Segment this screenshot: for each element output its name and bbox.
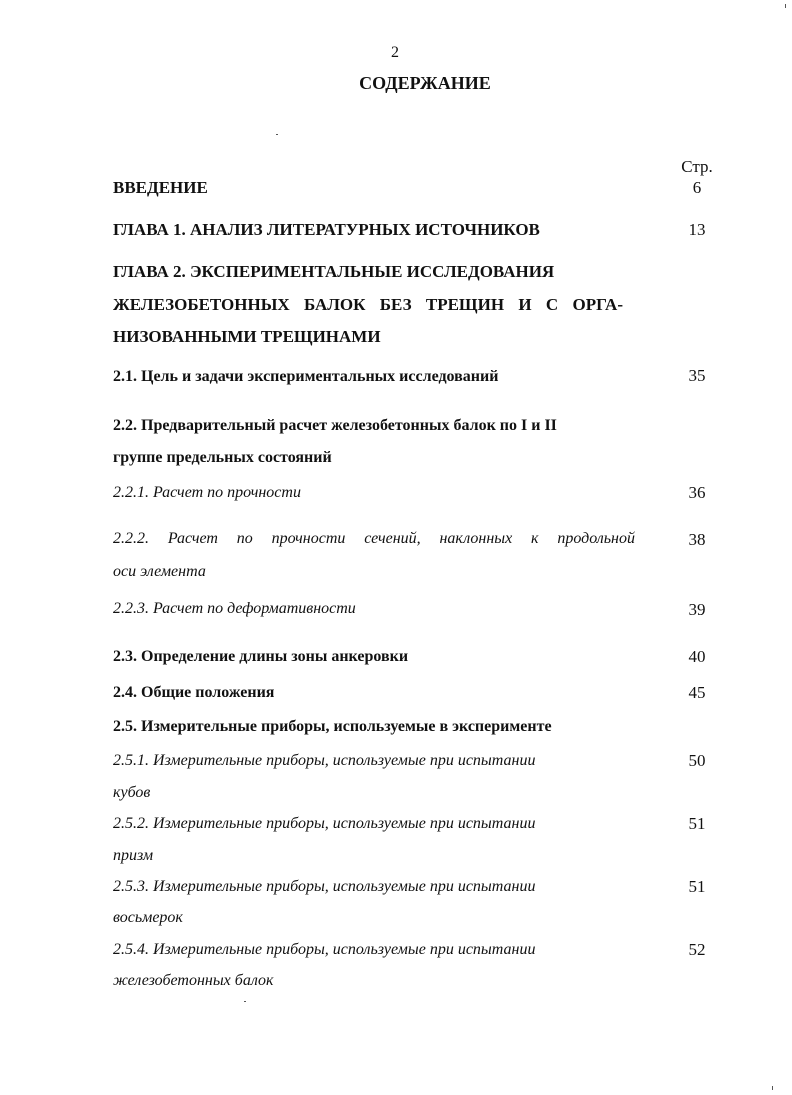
toc-entry-page: 36 (688, 483, 706, 502)
toc-entry-title-cont: кубов (113, 784, 151, 801)
toc-entry-title: 2.2. Предварительный расчет железобетонных балок по I и II (113, 417, 557, 434)
toc-entry-page: 51 (688, 814, 706, 833)
page-column-header: Стр. (681, 157, 713, 176)
toc-entry-title: 2.5.1. Измерительные приборы, используемые при испытании (113, 752, 536, 769)
toc-entry-title: 2.3. Определение длины зоны анкеровки (113, 648, 409, 665)
toc-entry-title: 2.1. Цель и задачи экспериментальных исследований (113, 368, 499, 385)
toc-entry-page: 45 (688, 683, 706, 702)
toc-entry-page: 13 (688, 220, 706, 239)
toc-entry-page: 51 (688, 877, 706, 896)
toc-entry-title-cont: восьмерок (113, 909, 183, 926)
scan-mark (772, 1086, 773, 1090)
toc-entry-title: ГЛАВА 1. АНАЛИЗ ЛИТЕРАТУРНЫХ ИСТОЧНИКОВ (113, 220, 540, 239)
toc-entry-title: 2.2.2. Расчет по прочности сечений, наклонных к продольной (113, 530, 635, 547)
toc-entry-title: 2.2.3. Расчет по деформативности (113, 600, 356, 617)
toc-entry-title: 2.5.3. Измерительные приборы, используемые при испытании (113, 878, 536, 895)
scan-mark (785, 4, 786, 8)
scan-speck (276, 134, 278, 135)
toc-entry-page: 38 (688, 530, 706, 549)
toc-entry-page: 50 (688, 751, 706, 770)
toc-entry-title-cont: призм (113, 847, 154, 864)
toc-entry-title-cont: ЖЕЛЕЗОБЕТОННЫХ БАЛОК БЕЗ ТРЕЩИН И С ОРГА- (113, 295, 623, 314)
toc-entry-page: 6 (692, 178, 702, 197)
toc-entry-title-cont: НИЗОВАННЫМИ ТРЕЩИНАМИ (113, 327, 381, 346)
page-number: 2 (391, 44, 399, 61)
toc-entry-title: 2.5.4. Измерительные приборы, используемые при испытании (113, 941, 536, 958)
toc-entry-title: ВВЕДЕНИЕ (113, 178, 208, 197)
toc-entry-title: 2.5.2. Измерительные приборы, используемые при испытании (113, 815, 536, 832)
toc-entry-page: 39 (688, 600, 706, 619)
toc-entry-title-cont: группе предельных состояний (113, 449, 332, 466)
toc-entry-title: ГЛАВА 2. ЭКСПЕРИМЕНТАЛЬНЫЕ ИССЛЕДОВАНИЯ (113, 262, 555, 281)
scan-speck (244, 1001, 246, 1002)
toc-entry-title-cont: железобетонных балок (113, 972, 274, 989)
toc-entry-title: 2.4. Общие положения (113, 684, 275, 701)
page-title: СОДЕРЖАНИЕ (359, 73, 491, 93)
toc-entry-page: 40 (688, 647, 706, 666)
toc-entry-page: 52 (688, 940, 706, 959)
toc-entry-title-cont: оси элемента (113, 563, 206, 580)
toc-entry-page: 35 (688, 366, 706, 385)
toc-entry-title: 2.2.1. Расчет по прочности (113, 484, 301, 501)
toc-entry-title: 2.5. Измерительные приборы, используемые в эксперименте (113, 718, 552, 735)
